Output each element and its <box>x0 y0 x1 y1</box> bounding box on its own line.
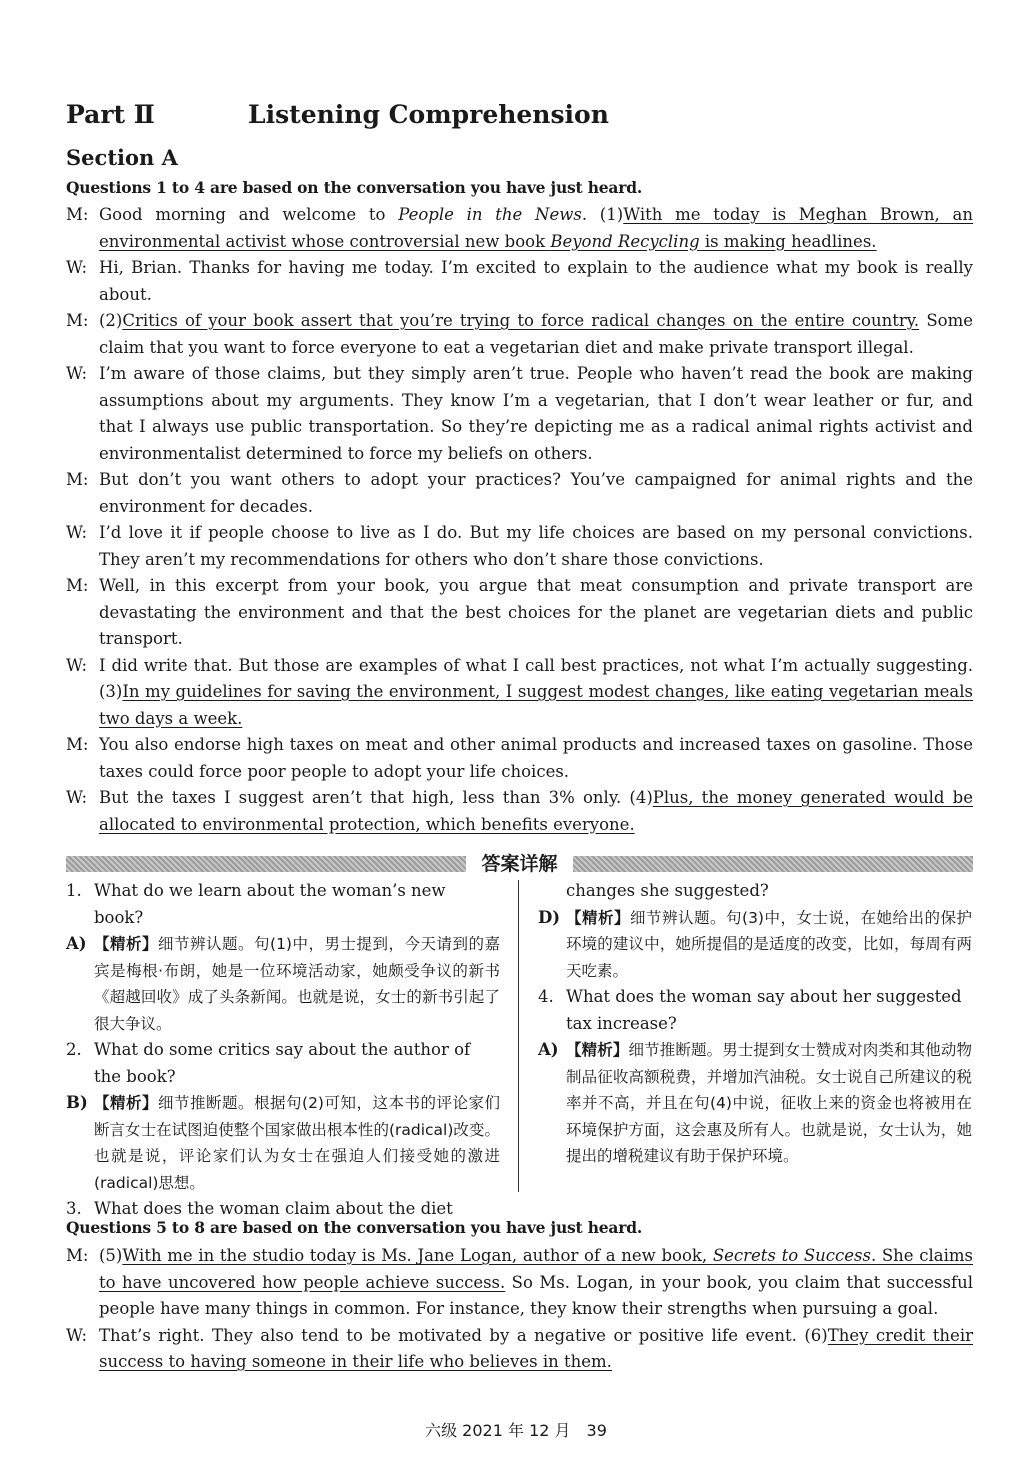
conversation-1-intro: Questions 1 to 4 are based on the conversation you have just heard. <box>66 178 643 197</box>
conversation-1 <box>66 202 973 838</box>
dialogue-text: Hi, Brian. Thanks for having me today. I’m excited to explain to the audience what my book is really about. <box>99 258 973 304</box>
dialogue-text: Good morning and welcome to <box>99 205 399 224</box>
speaker-label: M: <box>66 470 89 489</box>
banner-bar-right <box>573 856 973 872</box>
speaker-label: W: <box>66 364 88 383</box>
banner-title: 答案详解 <box>481 853 558 875</box>
dialogue-text: You also endorse high taxes on meat and other animal products and increased taxes on gasoline. Those taxes could force poor people to adopt your life choices. <box>99 735 973 781</box>
underlined-answer-text: Critics of your book assert that you’re trying to force radical changes on the entire country. <box>122 311 920 330</box>
question <box>66 878 500 931</box>
dialogue-text: I’d love it if people choose to live as I do. But my life choices are based on my personal convictions. They aren’t my recommendations for others who don’t share those convictions. <box>99 523 973 569</box>
answer-explanation <box>66 931 500 1037</box>
speaker-label: W: <box>66 523 88 542</box>
underlined-answer-text: With me in the studio today is Ms. Jane Logan, author of a new book, <box>122 1246 713 1265</box>
dialogue-turn <box>66 1323 973 1376</box>
speaker-label: W: <box>66 1325 88 1345</box>
answer-explanation <box>538 1037 972 1170</box>
dialogue-text: I did write that. But those are examples of what I call best practices, not what I’m actually suggesting. (3) <box>99 655 973 701</box>
underlined-answer-text: They credit their success to having someone in their life who believes in them. <box>99 1325 973 1371</box>
question-text: What do we learn about the woman’s new book? <box>94 881 446 927</box>
analysis-text: 细节推断题。根据句(2)可知，这本书的评论家们断言女士在试图迫使整个国家做出根本性的(radical)改变。也就是说，评论家们认为女士在强迫人们接受她的激进(radical)思想。 <box>94 1094 500 1192</box>
question-number: 2. <box>66 1040 82 1059</box>
answer-column-left <box>66 878 500 1223</box>
question-text: changes she suggested? <box>566 881 769 900</box>
part-label: Part Ⅱ <box>66 100 155 129</box>
question-number: 4. <box>538 987 554 1006</box>
question-text: What do some critics say about the author of the book? <box>94 1040 471 1086</box>
answer-explanation <box>66 1090 500 1196</box>
answer-column-right <box>538 878 972 1170</box>
column-divider <box>518 880 519 1192</box>
answer-explanations <box>66 878 973 1218</box>
question-text: What does the woman say about her suggested tax increase? <box>566 987 962 1033</box>
dialogue-turn <box>66 785 973 838</box>
analysis-tag: 【精析】 <box>94 1094 159 1112</box>
question <box>66 1037 500 1090</box>
dialogue-turn <box>66 1243 973 1323</box>
section-heading: Section A <box>66 145 178 170</box>
dialogue-text: So Ms. Logan, in your book, you claim that successful people have many things in common. For instance, they know their strengths when pursuing a goal. <box>99 1272 973 1318</box>
underlined-answer-text: Secrets to Success <box>712 1246 871 1265</box>
dialogue-text: People in the News <box>398 205 582 224</box>
answer-letter: A) <box>538 1040 559 1059</box>
speaker-label: W: <box>66 788 88 807</box>
analysis-text: 细节推断题。男士提到女士赞成对肉类和其他动物制品征收高额税费，并增加汽油税。女士说自己所建议的税率并不高，并且在句(4)中说，征收上来的资金也将被用在环境保护方面，这会惠及所有人。也就是说，女士认为，她提出的增税建议有助于保护环境。 <box>566 1041 972 1165</box>
speaker-label: M: <box>66 1246 89 1265</box>
underlined-answer-text: With me today is Meghan Brown, an environmental activist whose controversial new book <box>99 205 973 251</box>
underlined-answer-text: is making headlines. <box>699 231 877 251</box>
dialogue-text: But the taxes I suggest aren’t that high, less than 3% only. (4) <box>99 788 653 807</box>
speaker-label: M: <box>66 576 89 595</box>
answer-letter: D) <box>538 907 561 927</box>
underlined-answer-text: In my guidelines for saving the environment, I suggest modest changes, like eating vegetarian meals two days a week. <box>99 682 973 728</box>
dialogue-text: But don’t you want others to adopt your practices? You’ve campaigned for animal rights and the environment for decades. <box>99 470 973 516</box>
dialogue-turn <box>66 255 973 308</box>
analysis-tag: 【精析】 <box>566 908 631 927</box>
dialogue-turn <box>66 467 973 520</box>
dialogue-text: (2) <box>99 311 123 330</box>
page-footer: 六级 2021 年 12 月 39 <box>425 1421 607 1440</box>
dialogue-turn <box>66 732 973 785</box>
underlined-answer-text: . She claims to have uncovered how people achieve success. <box>99 1246 973 1292</box>
speaker-label: W: <box>66 655 88 675</box>
analysis-text: 细节辨认题。句(1)中，男士提到，今天请到的嘉宾是梅根·布朗，她是一位环境活动家，她颇受争议的新书《超越回收》成了头条新闻。也就是说，女士的新书引起了很大争议。 <box>94 935 500 1033</box>
part-title: Listening Comprehension <box>248 100 609 129</box>
answer-letter: A) <box>66 934 87 953</box>
dialogue-turn <box>66 653 973 733</box>
dialogue-text: (5) <box>99 1246 123 1265</box>
question-number: 3. <box>66 1199 82 1218</box>
speaker-label: M: <box>66 205 89 224</box>
question <box>538 984 972 1037</box>
dialogue-text: . (1) <box>581 205 624 224</box>
dialogue-text: I’m aware of those claims, but they simply aren’t true. People who haven’t read the book are making assumptions about my arguments. They know I’m a vegetarian, that I don’t wear leather or fur, and that I always use public transportation. So they’re depicting me as a radical animal rights activist and environmentalist determined to force my beliefs on others. <box>99 364 973 463</box>
analysis-text: 细节辨认题。句(3)中，女士说，在她给出的保护环境的建议中，她所提倡的是适度的改变，比如，每周有两天吃素。 <box>566 908 972 980</box>
dialogue-text: That’s right. They also tend to be motivated by a negative or positive life event. (6) <box>99 1325 828 1345</box>
dialogue-turn <box>66 308 973 361</box>
speaker-label: W: <box>66 258 88 277</box>
analysis-tag: 【精析】 <box>94 935 159 953</box>
banner-bar-left <box>66 856 466 872</box>
conversation-2 <box>66 1243 973 1376</box>
conversation-2-intro: Questions 5 to 8 are based on the conversation you have just heard. <box>66 1218 643 1237</box>
dialogue-turn <box>66 520 973 573</box>
dialogue-turn <box>66 202 973 255</box>
underlined-answer-text: Beyond Recycling <box>550 231 700 251</box>
dialogue-turn <box>66 361 973 467</box>
answer-banner <box>66 852 973 876</box>
dialogue-text: Some claim that you want to force everyone to eat a vegetarian diet and make private transport illegal. <box>99 311 973 357</box>
question <box>538 878 972 905</box>
underlined-answer-text: Plus, the money generated would be allocated to environmental protection, which benefits everyone. <box>99 788 973 834</box>
question-text: What does the woman claim about the diet <box>94 1199 453 1218</box>
dialogue-text: Well, in this excerpt from your book, you argue that meat consumption and private transport are devastating the environment and that the best choices for the planet are vegetarian diets and public transport. <box>99 576 973 648</box>
answer-explanation <box>538 905 972 985</box>
analysis-tag: 【精析】 <box>566 1041 629 1059</box>
speaker-label: M: <box>66 735 89 754</box>
speaker-label: M: <box>66 311 89 330</box>
part-heading <box>66 100 609 129</box>
question-number: 1. <box>66 881 82 900</box>
dialogue-turn <box>66 573 973 653</box>
answer-letter: B) <box>66 1093 88 1112</box>
